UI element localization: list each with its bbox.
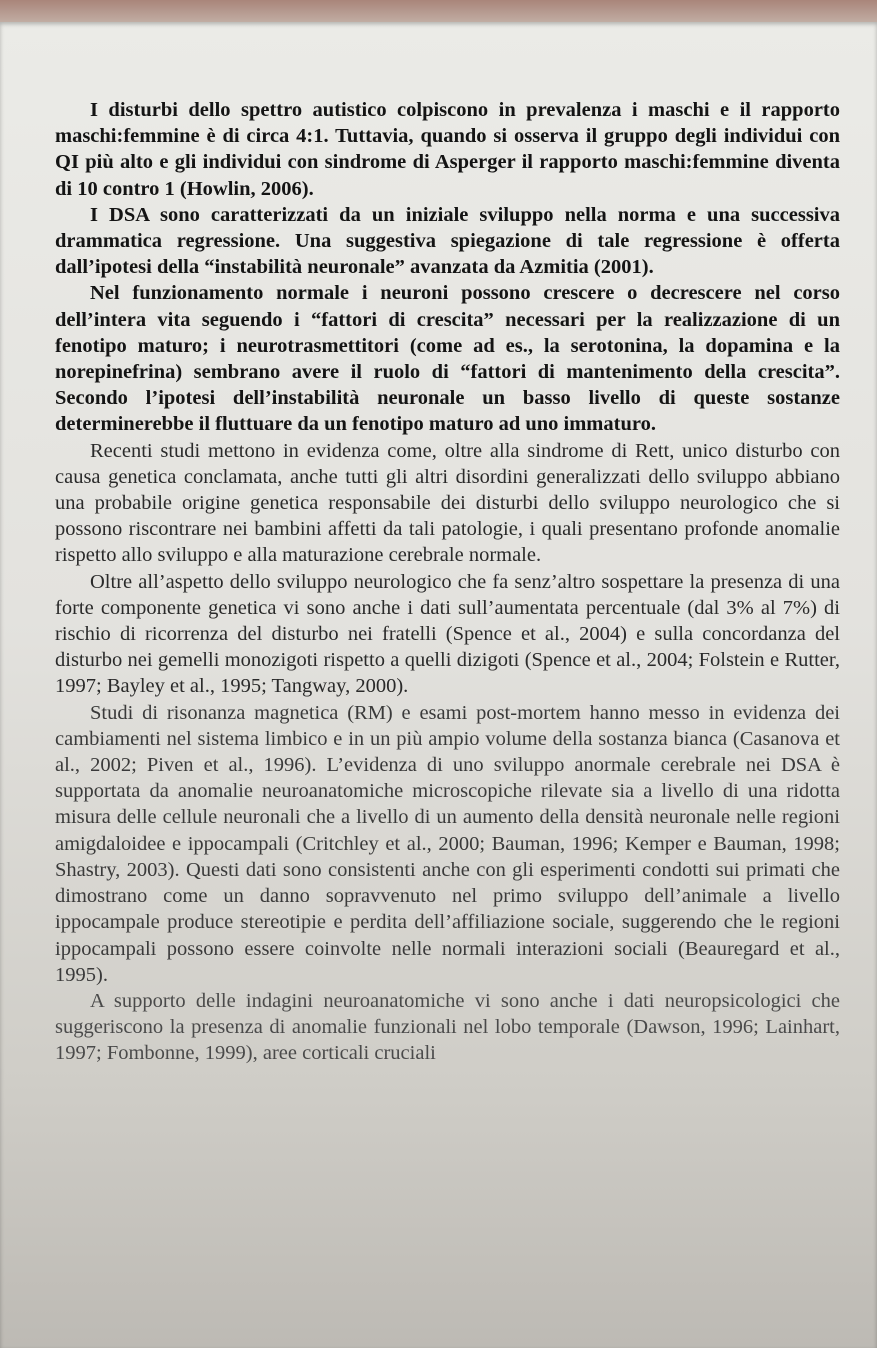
page-text-block	[55, 97, 840, 1067]
paragraph-5: Oltre all’aspetto dello sviluppo neurologico che fa senz’altro sospettare la presenza di una forte componente genetica vi sono anche i dati sull’aumentata percentuale (dal 3% al 7%) di rischio di ricorrenza del disturbo nei fratelli (Spence et al., 2004) e sulla concordanza del disturbo nei gemelli monozigoti rispetto a quelli dizigoti (Spence et al., 2004; Folstein e Rutter, 1997; Bayley et al., 1995; Tangway, 2000).	[55, 570, 840, 698]
book-page	[0, 22, 877, 1348]
paragraph-6: Studi di risonanza magnetica (RM) e esami post-mortem hanno messo in evidenza dei cambiamenti nel sistema limbico e in un più ampio volume della sostanza bianca (Casanova et al., 2002; Piven et al., 1996). L’evidenza di uno sviluppo anormale cerebrale nei DSA è supportata da anomalie neuroanatomiche microscopiche rilevate sia a livello di una ridotta misura delle cellule neuronali che a livello di un aumento della densità neuronale nelle regioni amigdaloidee e ippocampali (Critchley et al., 2000; Bauman, 1996; Kemper e Bauman, 1998; Shastry, 2003). Questi dati sono consistenti anche con gli esperimenti condotti sui primati che dimostrano come un danno sopravvenuto nel primo sviluppo dell’animale a livello ippocampale produce stereotipie e perdita dell’affiliazione sociale, suggerendo che le regioni ippocampali possono essere coinvolte nelle normali interazioni sociali (Beauregard et al., 1995).	[55, 701, 840, 986]
paragraph-2: I DSA sono caratterizzati da un iniziale sviluppo nella norma e una successiva drammatica regressione. Una suggestiva spiegazione di tale regressione è offerta dall’ipotesi della “instabilità neuronale” avanzata da Azmitia (2001).	[55, 203, 840, 279]
paragraph-3: Nel funzionamento normale i neuroni possono crescere o decrescere nel corso dell’intera vita seguendo i “fattori di crescita” necessari per la realizzazione di un fenotipo maturo; i neurotrasmettitori (come ad es., la serotonina, la dopamina e la norepinefrina) sembrano avere il ruolo di “fattori di mantenimento della crescita”. Secondo l’ipotesi dell’instabilità neuronale un basso livello di queste sostanze determinerebbe il fluttuare da un fenotipo maturo ad uno immaturo.	[55, 282, 840, 436]
paragraph-1: I disturbi dello spettro autistico colpiscono in prevalenza i maschi e il rapporto maschi:femmine è di circa 4:1. Tuttavia, quando si osserva il gruppo degli individui con QI più alto e gli individui con sindrome di Asperger il rapporto maschi:femmine diventa di 10 contro 1 (Howlin, 2006).	[55, 99, 840, 200]
paragraph-4: Recenti studi mettono in evidenza come, oltre alla sindrome di Rett, unico disturbo con causa genetica conclamata, anche tutti gli altri disordini generalizzati dello sviluppo abbiano una probabile origine genetica responsabile dei disturbi dello sviluppo neurologico che si possono riscontrare nei bambini affetti da tali patologie, i quali presentano profonde anomalie rispetto allo sviluppo e alla maturazione cerebrale normale.	[55, 439, 840, 567]
paragraph-7: A supporto delle indagini neuroanatomiche vi sono anche i dati neuropsicologici che suggeriscono la presenza di anomalie funzionali nel lobo temporale (Dawson, 1996; Lainhart, 1997; Fombonne, 1999), aree corticali cruciali	[55, 989, 840, 1065]
